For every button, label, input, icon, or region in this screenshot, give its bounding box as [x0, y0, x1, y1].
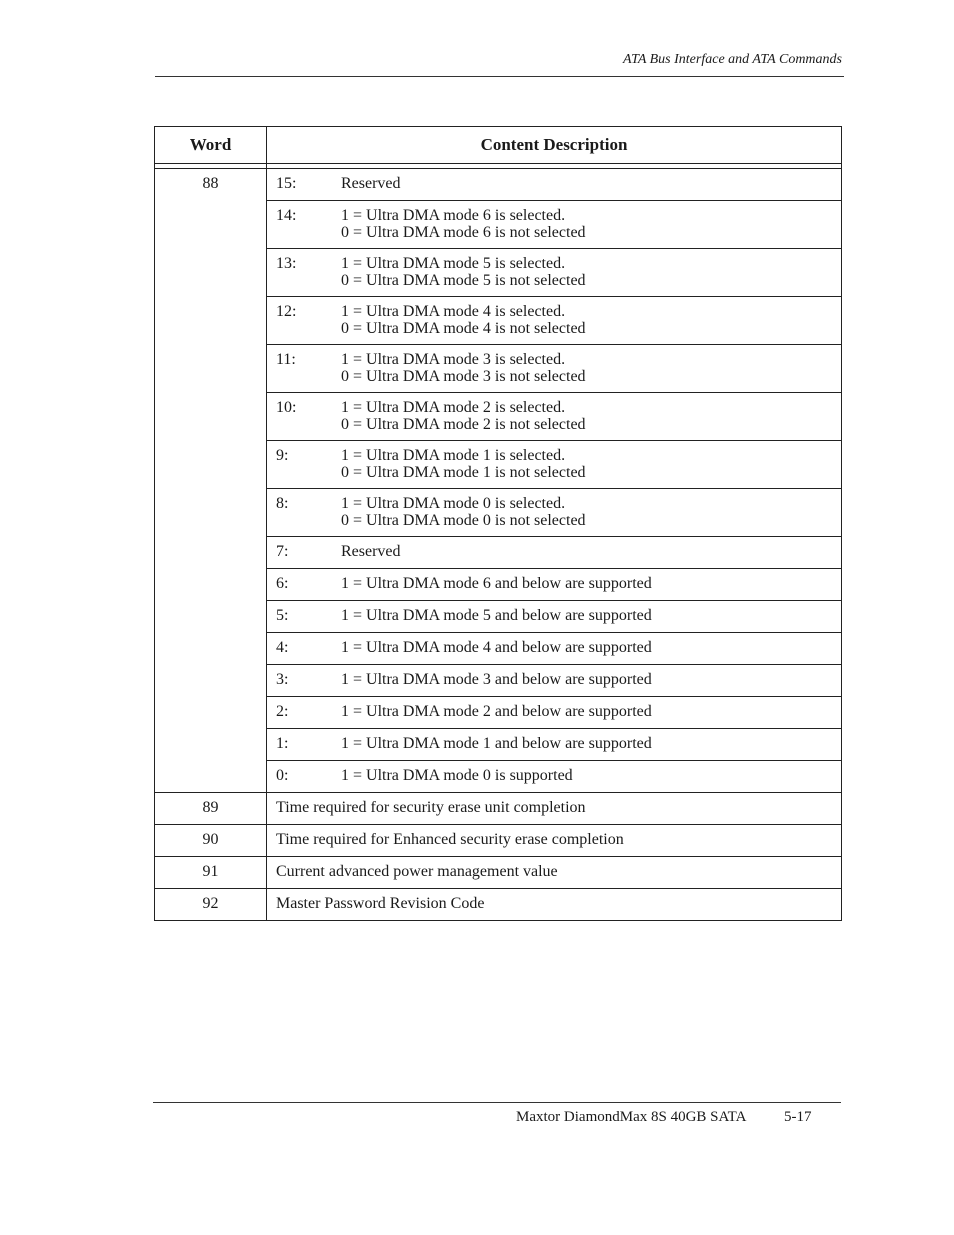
bit-text: 1 = Ultra DMA mode 5 and below are supported [341, 607, 652, 624]
bit-line [276, 607, 833, 624]
bit-text: 1 = Ultra DMA mode 2 and below are supported [341, 703, 652, 720]
bit-text: 0 = Ultra DMA mode 6 is not selected [341, 224, 586, 241]
bit-text: 1 = Ultra DMA mode 6 and below are supported [341, 575, 652, 592]
header-rule [155, 76, 844, 77]
bit-line [276, 447, 833, 464]
bit-text: 0 = Ultra DMA mode 1 is not selected [341, 464, 586, 481]
table-row [155, 169, 842, 201]
bit-text: 1 = Ultra DMA mode 1 is selected. [341, 447, 566, 464]
bit-text: 1 = Ultra DMA mode 4 and below are supported [341, 639, 652, 656]
bit-description-cell [267, 537, 842, 569]
bit-number [276, 224, 341, 241]
running-header: ATA Bus Interface and ATA Commands [623, 52, 842, 67]
table-row [155, 793, 842, 825]
bit-line [276, 303, 833, 320]
word-number: 91 [155, 857, 267, 889]
bit-number [276, 368, 341, 385]
bit-line [276, 575, 833, 592]
bit-description-cell [267, 489, 842, 537]
bit-number: 8: [276, 495, 289, 512]
bit-number: 6: [276, 575, 289, 592]
identify-device-table [154, 126, 842, 921]
bit-line [276, 368, 833, 385]
bit-description-cell [267, 729, 842, 761]
bit-text: 1 = Ultra DMA mode 5 is selected. [341, 255, 566, 272]
bit-line [276, 351, 833, 368]
bit-line [276, 735, 833, 752]
bit-text: 0 = Ultra DMA mode 5 is not selected [341, 272, 586, 289]
bit-line [276, 224, 833, 241]
bit-line [276, 175, 833, 192]
table-row [155, 857, 842, 889]
table-row [155, 889, 842, 921]
bit-description-cell [267, 441, 842, 489]
bit-number: 0: [276, 767, 289, 784]
bit-line [276, 399, 833, 416]
bit-description-cell [267, 297, 842, 345]
column-header-word: Word [155, 127, 267, 164]
content-description: Current advanced power management value [267, 857, 842, 889]
bit-number: 5: [276, 607, 289, 624]
word-number: 92 [155, 889, 267, 921]
word-number: 88 [155, 169, 267, 793]
table-row [155, 825, 842, 857]
page-number: 5-17 [784, 1109, 812, 1125]
bit-number [276, 464, 341, 481]
bit-text: 1 = Ultra DMA mode 4 is selected. [341, 303, 566, 320]
table-header-row [155, 127, 842, 164]
footer-rule [153, 1102, 841, 1103]
bit-text: 1 = Ultra DMA mode 0 is supported [341, 767, 573, 784]
bit-description-cell [267, 345, 842, 393]
bit-number: 10: [276, 399, 297, 416]
bit-text: Reserved [341, 175, 401, 192]
bit-text: 0 = Ultra DMA mode 0 is not selected [341, 512, 586, 529]
bit-number [276, 512, 341, 529]
bit-description-cell [267, 697, 842, 729]
bit-number: 14: [276, 207, 297, 224]
bit-line [276, 543, 833, 560]
bit-number: 1: [276, 735, 289, 752]
bit-number: 12: [276, 303, 297, 320]
bit-text: 1 = Ultra DMA mode 2 is selected. [341, 399, 566, 416]
bit-description-cell [267, 761, 842, 793]
bit-number [276, 272, 341, 289]
bit-text: Reserved [341, 543, 401, 560]
bit-text: 1 = Ultra DMA mode 3 and below are supported [341, 671, 652, 688]
bit-number [276, 320, 341, 337]
bit-line [276, 703, 833, 720]
footer-product: Maxtor DiamondMax 8S 40GB SATA [516, 1109, 747, 1125]
bit-text: 1 = Ultra DMA mode 3 is selected. [341, 351, 566, 368]
bit-line [276, 320, 833, 337]
column-header-content-description: Content Description [267, 127, 842, 164]
bit-number: 7: [276, 543, 289, 560]
bit-line [276, 671, 833, 688]
bit-number: 2: [276, 703, 289, 720]
bit-line [276, 272, 833, 289]
content-description: Master Password Revision Code [267, 889, 842, 921]
bit-line [276, 767, 833, 784]
bit-line [276, 495, 833, 512]
bit-line [276, 255, 833, 272]
bit-description-cell [267, 249, 842, 297]
bit-text: 1 = Ultra DMA mode 0 is selected. [341, 495, 566, 512]
bit-number [276, 416, 341, 433]
bit-number: 15: [276, 175, 297, 192]
bit-text: 0 = Ultra DMA mode 2 is not selected [341, 416, 586, 433]
bit-line [276, 207, 833, 224]
bit-text: 0 = Ultra DMA mode 3 is not selected [341, 368, 586, 385]
bit-number: 11: [276, 351, 296, 368]
bit-line [276, 464, 833, 481]
bit-description-cell [267, 665, 842, 697]
bit-text: 1 = Ultra DMA mode 6 is selected. [341, 207, 566, 224]
word-number: 89 [155, 793, 267, 825]
table-body [155, 164, 842, 921]
bit-description-cell [267, 201, 842, 249]
bit-text: 1 = Ultra DMA mode 1 and below are supported [341, 735, 652, 752]
bit-description-cell [267, 569, 842, 601]
bit-number: 9: [276, 447, 289, 464]
bit-number: 13: [276, 255, 297, 272]
bit-line [276, 512, 833, 529]
word-number: 90 [155, 825, 267, 857]
bit-text: 0 = Ultra DMA mode 4 is not selected [341, 320, 586, 337]
bit-number: 3: [276, 671, 289, 688]
bit-description-cell [267, 169, 842, 201]
bit-description-cell [267, 633, 842, 665]
bit-number: 4: [276, 639, 289, 656]
bit-line [276, 416, 833, 433]
content-description: Time required for Enhanced security erase completion [267, 825, 842, 857]
content-description: Time required for security erase unit completion [267, 793, 842, 825]
bit-line [276, 639, 833, 656]
bit-description-cell [267, 393, 842, 441]
bit-description-cell [267, 601, 842, 633]
